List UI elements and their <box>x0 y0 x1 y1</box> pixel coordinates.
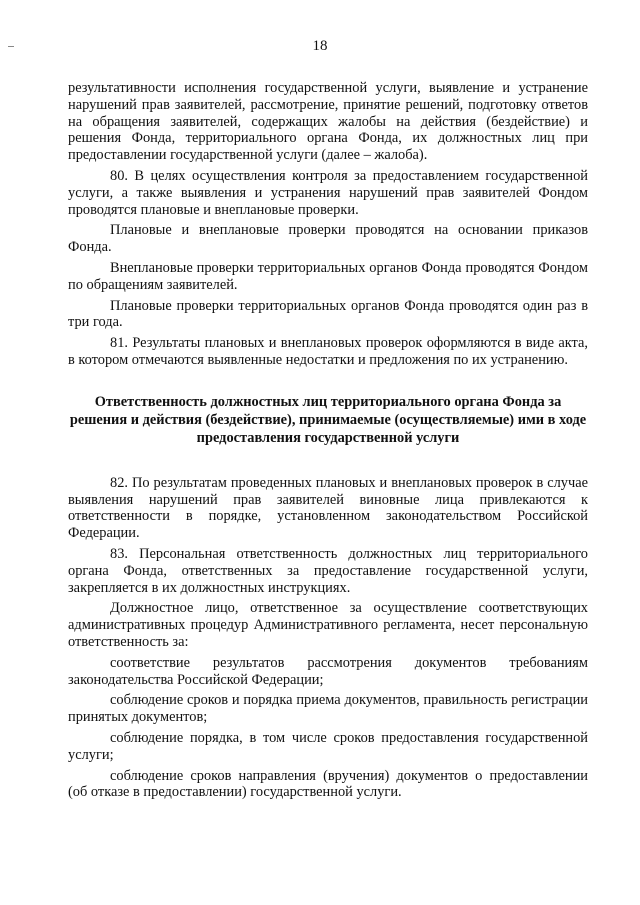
paragraph-inspections-basis: Плановые и внеплановые проверки проводятся на основании приказов Фонда. <box>68 222 588 256</box>
section-heading: Ответственность должностных лиц территориального органа Фонда за решения и действия (бездействие), принимаемые (осуществляемые) ими в ходе предоставления государственной услуги <box>69 393 587 446</box>
document-body <box>68 80 588 801</box>
paragraph-unscheduled-inspections: Внеплановые проверки территориальных органов Фонда проводятся Фондом по обращениям заявителей. <box>68 259 588 293</box>
paragraph-scheduled-inspections: Плановые проверки территориальных органов Фонда проводятся один раз в три года. <box>68 297 588 331</box>
list-item-delivery-deadlines: соблюдение сроков направления (вручения) документов о предоставлении (об отказе в предоставлении) государственной услуги. <box>68 767 588 801</box>
paragraph-official-responsibility: Должностное лицо, ответственное за осуществление соответствующих административных процедур Административного регламента, несет персональную ответственность за: <box>68 600 588 650</box>
paragraph-82: 82. По результатам проведенных плановых и внеплановых проверок в случае выявления нарушений прав заявителей виновные лица привлекаются к ответственности в порядке, установленном законодательством Российской Федерации. <box>68 474 588 542</box>
paragraph-80: 80. В целях осуществления контроля за предоставлением государственной услуги, а также выявления и устранения нарушений прав заявителей Фондом проводятся плановые и внеплановые проверки. <box>68 167 588 218</box>
list-item-service-order: соблюдение порядка, в том числе сроков предоставления государственной услуги; <box>68 729 588 763</box>
paragraph-continuation: результативности исполнения государственной услуги, выявление и устранение нарушений прав заявителей, рассмотрение, принятие решений, подготовку ответов на обращения заявителей, содержащих жалобы на действия (бездействие) и решения Фонда, территориального органа Фонда, их должностных лиц при предоставлении государственной услуги (далее – жалоба). <box>68 80 588 164</box>
list-item-compliance: соответствие результатов рассмотрения документов требованиям законодательства Российской Федерации; <box>68 654 588 688</box>
page-number: 18 <box>312 38 328 54</box>
list-item-acceptance-deadlines: соблюдение сроков и порядка приема документов, правильность регистрации принятых документов; <box>68 692 588 726</box>
paragraph-83: 83. Персональная ответственность должностных лиц территориального органа Фонда, ответственных за предоставление государственной услуги, закрепляется в их должностных инструкциях. <box>68 545 588 596</box>
paragraph-81: 81. Результаты плановых и внеплановых проверок оформляются в виде акта, в котором отмечаются выявленные недостатки и предложения по их устранению. <box>68 335 588 368</box>
